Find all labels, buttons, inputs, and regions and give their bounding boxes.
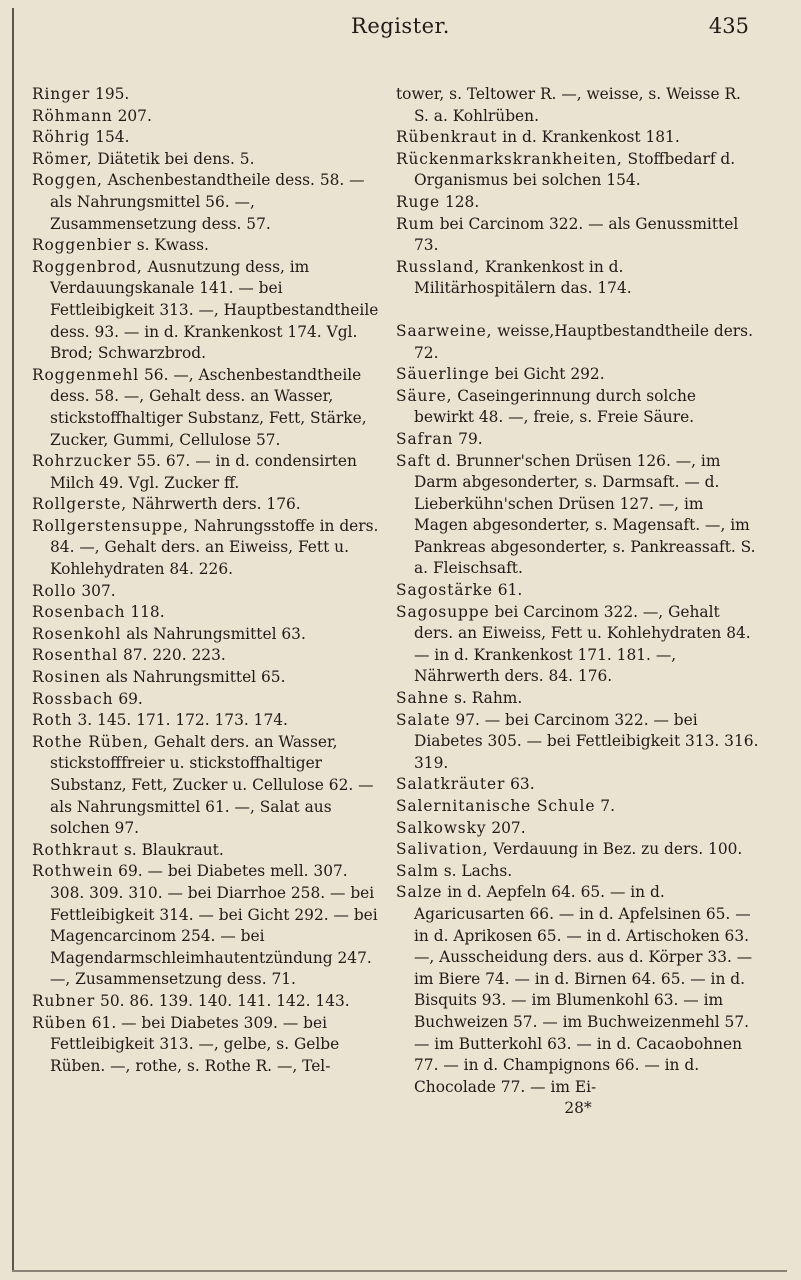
index-entry-headword: Roggenbrod, [32, 257, 143, 276]
index-entry-references: als Nahrungsmittel 65. [100, 668, 286, 687]
index-entry [396, 688, 760, 710]
index-entry [396, 882, 760, 1098]
index-column-left [32, 84, 382, 1077]
index-entry-headword: Roggenmehl [32, 365, 140, 384]
index-entry [396, 429, 760, 451]
index-entry-references: 79. [453, 429, 483, 448]
index-entry [32, 624, 382, 646]
index-entry [396, 839, 760, 861]
index-entry-headword: Salate [396, 710, 451, 729]
index-entry-references: 50. 86. 139. 140. 141. 142. 143. [95, 991, 350, 1010]
index-entry-headword: Rum [396, 214, 435, 233]
index-entry [32, 127, 382, 149]
index-entry-references: 69. — bei Diabetes mell. 307. 308. 309. 310. — bei Diarrhoe 258. — bei Fettleibigkeit 314. — bei Gicht 292. — bei Magencarcinom 254. — bei Magendarmschleimhautentzündung 247. —, Zusammensetzung dess. 71. [50, 862, 378, 989]
index-entry [32, 516, 382, 581]
index-entry-references: s. Lachs. [438, 861, 513, 880]
index-entry-references: in d. Aepfeln 64. 65. — in d. Agaricusarten 66. — in d. Apfelsinen 65. — in d. Aprikosen 65. — in d. Artischoken 63. —, Ausscheidung ders. aus d. Körper 33. — im Biere 74. — in d. Birnen 64. 65. — in d. Bisquits 93. — im Blumenkohl 63. — im Buchweizen 57. — im Buchweizenmehl 57. — im Butterkohl 63. — in d. Cacaobohnen 77. — in d. Champignons 66. — in d. Chocolade 77. — im Ei- [414, 883, 753, 1096]
index-entry-references: bei Gicht 292. [489, 365, 605, 384]
index-entry [396, 84, 760, 127]
index-entry [32, 149, 382, 171]
index-entry-headword: Rollo [32, 581, 77, 600]
index-entry-headword: Rüben [32, 1013, 87, 1032]
index-entry-references: 307. [76, 581, 116, 600]
index-entry [32, 257, 382, 365]
index-entry-headword: Römer, [32, 149, 93, 168]
index-entry-headword: Rosenbach [32, 603, 126, 622]
index-entry-references: 128. [440, 192, 480, 211]
index-entry-references: Krankenkost in d. Militärhospitälern das. 174. [414, 257, 632, 298]
index-entry-headword: Rosenkohl [32, 624, 122, 643]
index-entry [32, 645, 382, 667]
index-entry [32, 710, 382, 732]
index-entry-headword: Ruge [396, 192, 441, 211]
index-entry-headword: Salm [396, 861, 439, 880]
index-entry [32, 840, 382, 862]
running-title: Register. [351, 14, 450, 38]
index-entry-headword: Roth [32, 711, 73, 730]
index-entry-headword: Salatkräuter [396, 775, 506, 794]
index-entry-headword: Rothwein [32, 862, 114, 881]
index-entry-references: d. Brunner'schen Drüsen 126. —, im Darm abgesonderter, s. Darmsaft. — d. Lieberkühn'schen Drüsen 127. —, im Magen abgesonderter, s. Magensaft. —, im Pankreas abgesonderter, s. Pankreassaft. S. a. Fleischsaft. [414, 451, 756, 578]
index-entry [396, 257, 760, 300]
index-entry [32, 732, 382, 840]
index-entry-references: Ausnutzung dess, im Verdauungskanale 141. — bei Fettleibigkeit 313. —, Hauptbestandtheile dess. 93. — in d. Krankenkost 174. Vgl. Brod; Schwarzbrod. [50, 257, 379, 363]
index-entry [396, 149, 760, 192]
index-entry-headword: Rothkraut [32, 840, 120, 859]
index-entry-headword: Saarweine, [396, 321, 493, 340]
index-entry-headword: Sagostärke [396, 581, 493, 600]
index-entry-headword: Rollgerstensuppe, [32, 516, 189, 535]
index-entry [396, 451, 760, 581]
index-entry [396, 602, 760, 688]
index-column-right [396, 84, 760, 1120]
index-entry [396, 214, 760, 257]
index-entry-headword: Russland, [396, 257, 481, 276]
index-entry-references: 55. 67. — in d. condensirten Milch 49. Vgl. Zucker ff. [50, 452, 357, 492]
index-entry [32, 1013, 382, 1078]
index-entry-references: bei Carcinom 322. — als Genussmittel 73. [414, 214, 739, 255]
index-entry [396, 364, 760, 386]
index-entry-headword: Salernitanische Schule [396, 797, 596, 815]
running-head [0, 12, 801, 42]
index-entry [396, 192, 760, 214]
index-entry-headword: Saft [396, 451, 432, 470]
index-entry-headword: Rückenmarkskrankheiten, [396, 149, 623, 168]
index-entry [32, 106, 382, 128]
index-entry-headword: Rosenthal [32, 646, 119, 665]
index-entry-references: Diätetik bei dens. 5. [92, 149, 255, 168]
index-entry-references: 61. [492, 581, 523, 600]
index-entry-headword: Salkowsky [396, 818, 487, 837]
index-entry-headword: Säuerlinge [396, 365, 490, 384]
index-entry [32, 667, 382, 689]
index-entry [32, 365, 382, 451]
index-entry-references: 3. 145. 171. 172. 173. 174. [72, 711, 288, 730]
index-entry [396, 386, 760, 429]
index-entry-references: 87. 220. 223. [118, 646, 226, 665]
index-entry-references: s. Kwass. [131, 236, 209, 255]
index-entry [396, 796, 760, 818]
index-entry-headword: Rübenkraut [396, 128, 498, 147]
index-entry-headword: Salivation, [396, 840, 489, 859]
index-entry-references: Aschenbestandtheile dess. 58. — als Nahrungsmittel 56. —, Zusammensetzung dess. 57. [50, 171, 365, 233]
index-entry-references: Verdauung in Bez. zu ders. 100. [488, 840, 743, 859]
index-entry-references: als Nahrungsmittel 63. [121, 624, 306, 643]
index-entry [32, 861, 382, 991]
index-entry-headword: Rohrzucker [32, 452, 132, 471]
index-entry-references: 118. [125, 603, 165, 622]
index-entry-references: in d. Krankenkost 181. [497, 128, 680, 147]
index-entry-references: 63. [505, 775, 535, 794]
index-entry [396, 321, 760, 364]
page-bottom-edge [12, 1270, 787, 1272]
index-entry-headword: Rosinen [32, 668, 101, 687]
index-entry [396, 580, 760, 602]
index-entry-references: weisse,Hauptbestandtheile ders. 72. [414, 321, 753, 362]
index-entry-headword: Sagosuppe [396, 602, 490, 621]
index-entry [32, 494, 382, 516]
index-entry-headword: Safran [396, 429, 454, 448]
index-entry [396, 710, 760, 775]
index-entry [32, 689, 382, 711]
index-entry-references: 195. [90, 85, 130, 103]
index-entry-headword: Salze [396, 883, 443, 902]
index-entry-headword: Roggenbier [32, 236, 132, 255]
page-number: 435 [708, 14, 749, 38]
index-entry-references: Gehalt ders. an Wasser, stickstofffreier u. stickstoffhaltiger Substanz, Fett, Zucker u. Cellulose 62. — als Nahrungsmittel 61. —, Salat aus solchen 97. [50, 732, 374, 838]
index-entry-references: tower, s. Teltower R. —, weisse, s. Weisse R. S. a. Kohlrüben. [396, 85, 741, 125]
index-entry-references: 154. [90, 128, 130, 147]
index-entry-references: s. Blaukraut. [119, 840, 224, 859]
index-entry-headword: Säure, [396, 386, 453, 405]
index-entry-references: 97. — bei Carcinom 322. — bei Diabetes 305. — bei Fettleibigkeit 313. 316. 319. [414, 710, 759, 772]
index-entry-headword: Rossbach [32, 689, 114, 708]
index-entry-references: Caseingerinnung durch solche bewirkt 48. —, freie, s. Freie Säure. [414, 386, 696, 427]
index-entry-references: Nahrungsstoffe in ders. 84. —, Gehalt ders. an Eiweiss, Fett u. Kohlehydraten 84. 226. [50, 516, 379, 579]
index-entry [396, 127, 760, 149]
index-entry-references: Nährwerth ders. 176. [127, 495, 301, 514]
index-entry [396, 774, 760, 796]
index-entry-references: s. Rahm. [449, 689, 523, 708]
index-entry-references: bei Carcinom 322. —, Gehalt ders. an Eiweiss, Fett u. Kohlehydraten 84. — in d. Krankenkost 171. 181. —, Nährwerth ders. 84. 176. [414, 602, 751, 686]
index-entry-references: 56. —, Aschenbestandtheile dess. 58. —, Gehalt dess. an Wasser, stickstoffhaltiger Substanz, Fett, Stärke, Zucker, Gummi, Cellulose 57. [50, 365, 367, 449]
index-entry-headword: Sahne [396, 689, 450, 708]
index-entry [32, 991, 382, 1013]
index-entry-headword: Roggen, [32, 171, 103, 190]
section-gap [396, 300, 760, 321]
index-entry-headword: Röhrig [32, 128, 91, 147]
index-entry [32, 602, 382, 624]
index-entry-references: 207. [486, 818, 526, 837]
page-edge-line [12, 8, 14, 1270]
index-entry [32, 170, 382, 235]
index-entry-references: Stoffbedarf d. Organismus bei solchen 154. [414, 149, 736, 190]
signature-mark: 28* [564, 1099, 592, 1118]
index-entry-references: 207. [112, 106, 152, 125]
index-entry-headword: Rollgerste, [32, 495, 127, 514]
index-entry-headword: Ringer [32, 85, 91, 103]
index-entry [32, 451, 382, 494]
index-entry-headword: Röhmann [32, 106, 113, 125]
index-entry [32, 235, 382, 257]
index-entry [396, 861, 760, 883]
index-entry [396, 818, 760, 840]
index-entry-references: 7. [595, 797, 615, 815]
index-entry [32, 84, 382, 106]
index-entry-headword: Rubner [32, 991, 96, 1010]
index-entry-references: 61. — bei Diabetes 309. — bei Fettleibigkeit 313. —, gelbe, s. Gelbe Rüben. —, rothe, s. Rothe R. —, Tel- [50, 1013, 340, 1075]
index-entry-headword: Rothe Rüben, [32, 732, 150, 751]
index-entry [32, 581, 382, 603]
index-entry-references: 69. [113, 689, 143, 708]
